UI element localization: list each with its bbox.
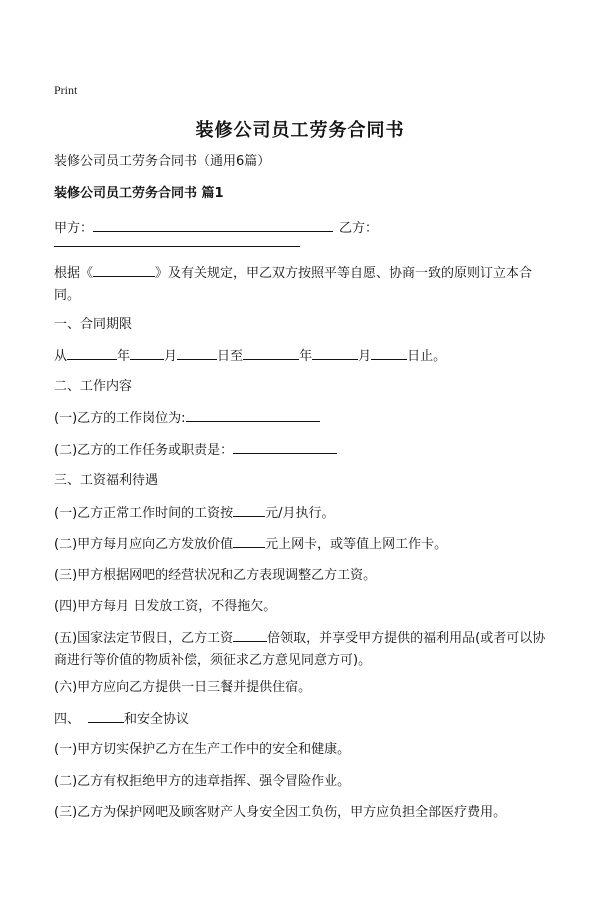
job-duty-label: (二)乙方的工作任务或职责是： — [54, 443, 234, 458]
intro-paragraph — [54, 262, 546, 307]
net-card-blank — [233, 533, 265, 548]
safety-item-2: (二)乙方有权拒绝甲方的违章指挥、强令冒险作业。 — [54, 774, 351, 789]
job-position-blank — [186, 407, 320, 422]
section-heading: 装修公司员工劳务合同书 篇1 — [54, 186, 224, 201]
intro-suffix: 》及有关规定，甲乙双方按照平等自愿、协商一致的原则订立本合同。 — [54, 266, 533, 303]
document-subtitle: 装修公司员工劳务合同书（通用6篇） — [54, 154, 271, 169]
meals-lodging-line: (六)甲方应向乙方提供一日三餐并提供住宿。 — [54, 680, 312, 695]
term-month-2: 月 — [358, 349, 372, 364]
net-card-line — [54, 533, 447, 556]
job-position-line — [54, 407, 320, 430]
salary-line — [54, 502, 335, 525]
section-2-heading: 二、工作内容 — [54, 379, 133, 394]
law-name-blank — [93, 262, 155, 277]
contract-term-line — [54, 345, 446, 368]
start-month-blank — [130, 345, 164, 360]
section-1-heading: 一、合同期限 — [54, 317, 133, 332]
holiday-pay-paragraph — [54, 627, 546, 672]
salary-suffix: 元/月执行。 — [265, 506, 335, 521]
intro-prefix: 根据《 — [54, 266, 94, 281]
term-month: 月 — [164, 349, 178, 364]
end-day-blank — [371, 345, 407, 360]
section-4-prefix: 四、 — [54, 712, 81, 727]
party-b-blank-line — [54, 232, 300, 255]
term-year: 年 — [117, 349, 131, 364]
end-month-blank — [312, 345, 358, 360]
net-card-suffix: 元上网卡，或等值上网工作卡。 — [265, 537, 448, 552]
salary-adjust-line: (三)甲方根据网吧的经营状况和乙方表现调整乙方工资。 — [54, 568, 377, 583]
safety-item-1: (一)甲方切实保护乙方在生产工作中的安全和健康。 — [54, 742, 351, 757]
print-link[interactable]: Print — [54, 83, 78, 97]
section-4-heading — [54, 708, 189, 731]
holiday-multiplier-blank — [233, 627, 267, 642]
section-3-heading: 三、工资福利待遇 — [54, 473, 159, 488]
section-4-suffix: 和安全协议 — [124, 712, 190, 727]
party-a-label: 甲方： — [54, 221, 94, 236]
safety-item-3: (三)乙方为保护网吧及顾客财产人身安全因工负伤，甲方应负担全部医疗费用。 — [54, 805, 507, 820]
job-duty-blank — [233, 439, 337, 454]
holiday-pay-suffix: 倍领取，并享受甲方提供的福利用品(或者可以协商进行等价值的物质补偿，须征求乙方意见同意方可)。 — [54, 631, 546, 668]
start-year-blank — [67, 345, 117, 360]
party-b-blank — [54, 232, 300, 247]
section-4-blank — [88, 708, 124, 723]
end-year-blank — [243, 345, 299, 360]
start-day-blank — [177, 345, 217, 360]
salary-label: (一)乙方正常工作时间的工资按 — [54, 506, 234, 521]
document-title: 装修公司员工劳务合同书 — [195, 120, 405, 141]
pay-day-line: (四)甲方每月 日发放工资，不得拖欠。 — [54, 599, 277, 614]
party-b-label: 乙方： — [339, 221, 379, 236]
salary-blank — [233, 502, 265, 517]
term-from: 从 — [54, 349, 68, 364]
holiday-pay-label: (五)国家法定节假日，乙方工资 — [54, 631, 234, 646]
term-day-end: 日止。 — [407, 349, 447, 364]
term-year-2: 年 — [299, 349, 313, 364]
term-day-to: 日至 — [217, 349, 244, 364]
net-card-label: (二)甲方每月应向乙方发放价值 — [54, 537, 234, 552]
job-duty-line — [54, 439, 337, 462]
party-a-blank — [93, 217, 333, 232]
job-position-label: (一)乙方的工作岗位为: — [54, 411, 186, 426]
